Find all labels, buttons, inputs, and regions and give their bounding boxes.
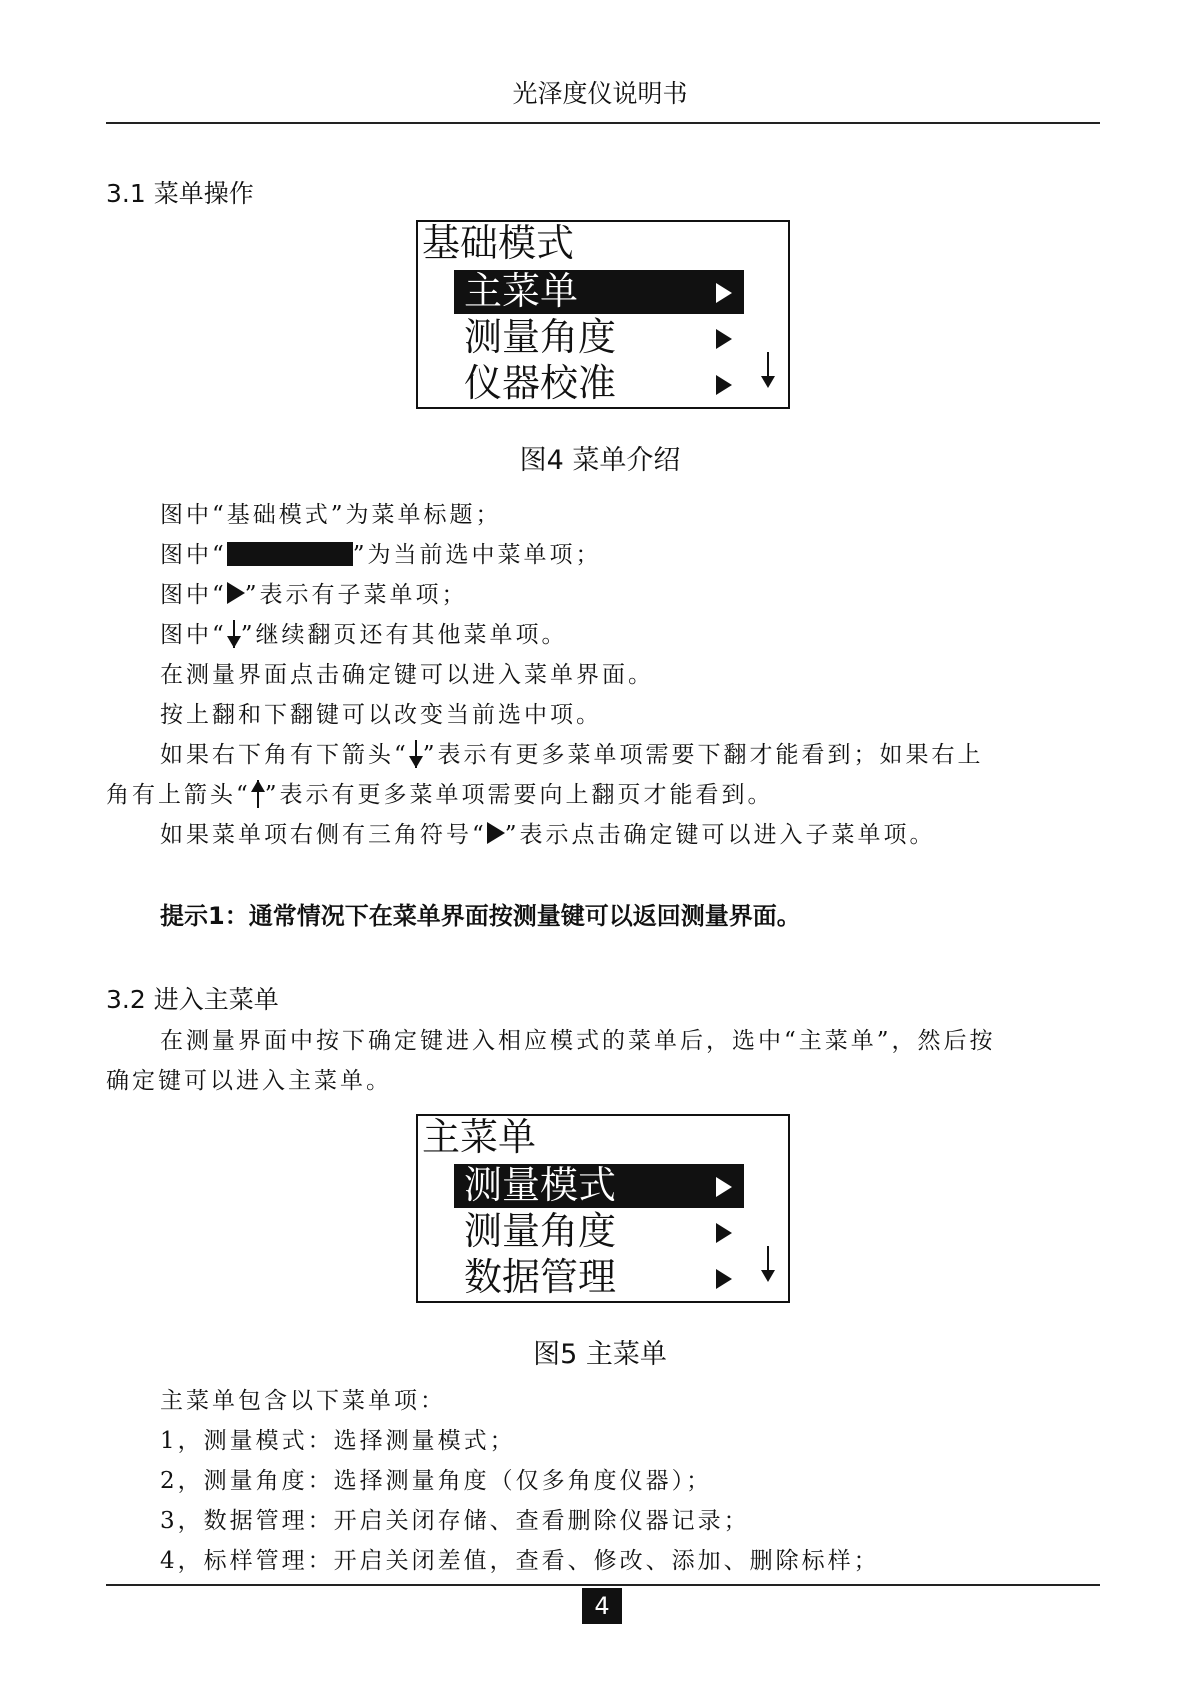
- text-fragment: ”继续翻页还有其他菜单项。: [240, 622, 568, 648]
- screen-item-selected: [454, 270, 744, 314]
- arrow-down-icon: [227, 620, 241, 648]
- scroll-down-arrow-icon: [767, 352, 769, 386]
- paragraph-line: [160, 736, 984, 769]
- triangle-right-icon: [227, 582, 245, 604]
- paragraph-line: 在测量界面点击确定键可以进入菜单界面。: [160, 662, 654, 688]
- submenu-triangle-icon: [716, 329, 732, 349]
- text-fragment: 如果菜单项右侧有三角符号“: [160, 822, 487, 848]
- screen-item: [454, 362, 744, 406]
- paragraph-line: 按上翻和下翻键可以改变当前选中项。: [160, 702, 602, 728]
- triangle-right-icon: [487, 822, 505, 844]
- text-fragment: ”表示点击确定键可以进入子菜单项。: [504, 822, 936, 848]
- screen-item-label: 数据管理: [464, 1255, 617, 1299]
- paragraph-line: 确定键可以进入主菜单。: [106, 1068, 392, 1094]
- text-fragment: 角有上箭头“: [106, 782, 251, 808]
- paragraph-line: 在测量界面中按下确定键进入相应模式的菜单后，选中“主菜单”，然后按: [160, 1028, 996, 1054]
- submenu-triangle-icon: [716, 1223, 732, 1243]
- page-header-title: 光泽度仪说明书: [512, 79, 688, 108]
- menu-screen-main-menu: [416, 1114, 790, 1303]
- screen-item-selected: [454, 1164, 744, 1208]
- screen-item-label: 主菜单: [464, 269, 579, 313]
- screen-item-label: 测量角度: [464, 315, 617, 359]
- footer-rule: [106, 1584, 1100, 1586]
- text-fragment: ”表示有更多菜单项需要向上翻页才能看到。: [264, 782, 774, 808]
- figure-4-caption: 图4 菜单介绍: [519, 445, 681, 476]
- submenu-triangle-icon: [716, 375, 732, 395]
- text-fragment: 图中“: [160, 622, 227, 648]
- arrow-down-icon: [409, 740, 423, 768]
- screen-title: 主菜单: [422, 1115, 537, 1159]
- figure-5-caption: 图5 主菜单: [533, 1339, 667, 1370]
- text-fragment: 如果右下角有下箭头“: [160, 742, 409, 768]
- arrow-up-icon: [251, 780, 265, 808]
- selected-bar-icon: [227, 542, 353, 566]
- screen-title: 基础模式: [422, 221, 575, 265]
- list-item: 4，标样管理：开启关闭差值，查看、修改、添加、删除标样；: [160, 1548, 880, 1574]
- text-fragment: 图中“: [160, 582, 227, 608]
- paragraph-line: 主菜单包含以下菜单项：: [160, 1388, 446, 1414]
- text-fragment: ”表示有子菜单项；: [244, 582, 468, 608]
- text-fragment: ”为当前选中菜单项；: [352, 542, 602, 568]
- submenu-triangle-icon: [716, 1177, 732, 1197]
- submenu-triangle-icon: [716, 283, 732, 303]
- text-fragment: 图中“: [160, 542, 227, 568]
- section-3-1-title: 3.1 菜单操作: [106, 179, 254, 208]
- screen-item-label: 测量角度: [464, 1209, 617, 1253]
- list-item: 1，测量模式：选择测量模式；: [160, 1428, 516, 1454]
- scroll-down-arrow-icon: [767, 1246, 769, 1280]
- header-rule: [106, 122, 1100, 124]
- paragraph-line: [160, 816, 936, 849]
- paragraph-line: [106, 776, 774, 809]
- screen-item-label: 测量模式: [464, 1163, 617, 1207]
- list-item: 2，测量角度：选择测量角度（仅多角度仪器）；: [160, 1468, 713, 1494]
- screen-item: [454, 1256, 744, 1300]
- submenu-triangle-icon: [716, 1269, 732, 1289]
- paragraph-line: 图中“基础模式”为菜单标题；: [160, 502, 502, 528]
- screen-item: [454, 1210, 744, 1254]
- section-3-2-title: 3.2 进入主菜单: [106, 985, 279, 1014]
- paragraph-line: [160, 616, 568, 649]
- screen-item: [454, 316, 744, 360]
- text-fragment: ”表示有更多菜单项需要下翻才能看到；如果右上: [422, 742, 984, 768]
- paragraph-line: [160, 576, 468, 609]
- page-number: 4: [582, 1588, 622, 1624]
- list-item: 3，数据管理：开启关闭存储、查看删除仪器记录；: [160, 1508, 750, 1534]
- paragraph-line: [160, 536, 602, 569]
- tip-note: 提示1：通常情况下在菜单界面按测量键可以返回测量界面。: [160, 902, 801, 930]
- menu-screen-basic-mode: [416, 220, 790, 409]
- screen-item-label: 仪器校准: [464, 361, 617, 405]
